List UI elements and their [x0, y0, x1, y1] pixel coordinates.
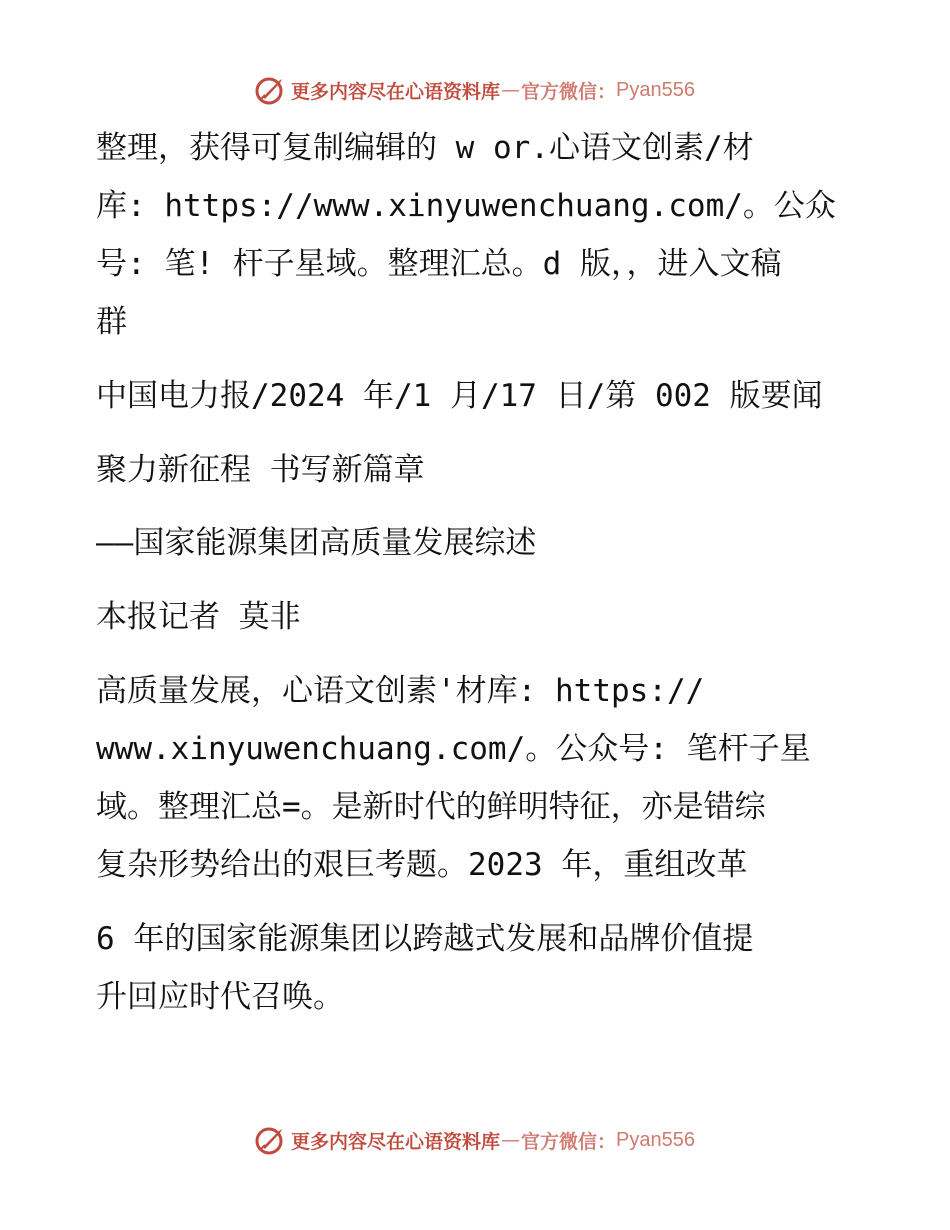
article-byline: 本报记者 莫非 — [96, 599, 301, 635]
red-quill-logo-icon — [255, 1125, 285, 1155]
body-line: 域。整理汇总=。是新时代的鲜明特征，亦是错综 — [96, 789, 766, 825]
body-line: 高质量发展，心语文创素'材库: https:// — [96, 673, 705, 709]
footer-watermark — [0, 1120, 950, 1160]
publication-line: 中国电力报/2024 年/1 月/17 日/第 002 版要闻 — [96, 378, 823, 414]
article-title: 聚力新征程 书写新篇章 — [96, 452, 425, 488]
watermark-wechat-id: Pyan556 — [616, 1128, 695, 1151]
body-line: 6 年的国家能源集团以跨越式发展和品牌价值提 — [96, 921, 754, 957]
header-watermark — [0, 70, 950, 110]
watermark-dash: — — [501, 79, 521, 101]
body-line: 号: 笔! 杆子星域。整理汇总。d 版，，进入文稿 — [96, 246, 782, 282]
article-subtitle: ——国家能源集团高质量发展综述 — [96, 525, 537, 561]
body-line: 整理，获得可复制编辑的 w or.心语文创素/材 — [96, 130, 754, 166]
body-line: 库: https://www.xinyuwenchuang.com/。公众 — [96, 188, 836, 224]
watermark-dash: — — [501, 1129, 521, 1151]
watermark-text: 更多内容尽在心语资料库 — [291, 80, 501, 103]
watermark-text: 更多内容尽在心语资料库 — [291, 1130, 501, 1153]
body-line: 群 — [96, 304, 127, 340]
body-line: 复杂形势给出的艰巨考题。2023 年，重组改革 — [96, 847, 748, 883]
body-line: www.xinyuwenchuang.com/。公众号: 笔杆子星 — [96, 731, 811, 767]
watermark-wechat-label: 官方微信： — [521, 1130, 617, 1153]
body-line: 升回应时代召唤。 — [96, 979, 344, 1015]
watermark-wechat-id: Pyan556 — [616, 78, 695, 101]
watermark-wechat-label: 官方微信： — [521, 80, 617, 103]
red-quill-logo-icon — [255, 75, 285, 105]
